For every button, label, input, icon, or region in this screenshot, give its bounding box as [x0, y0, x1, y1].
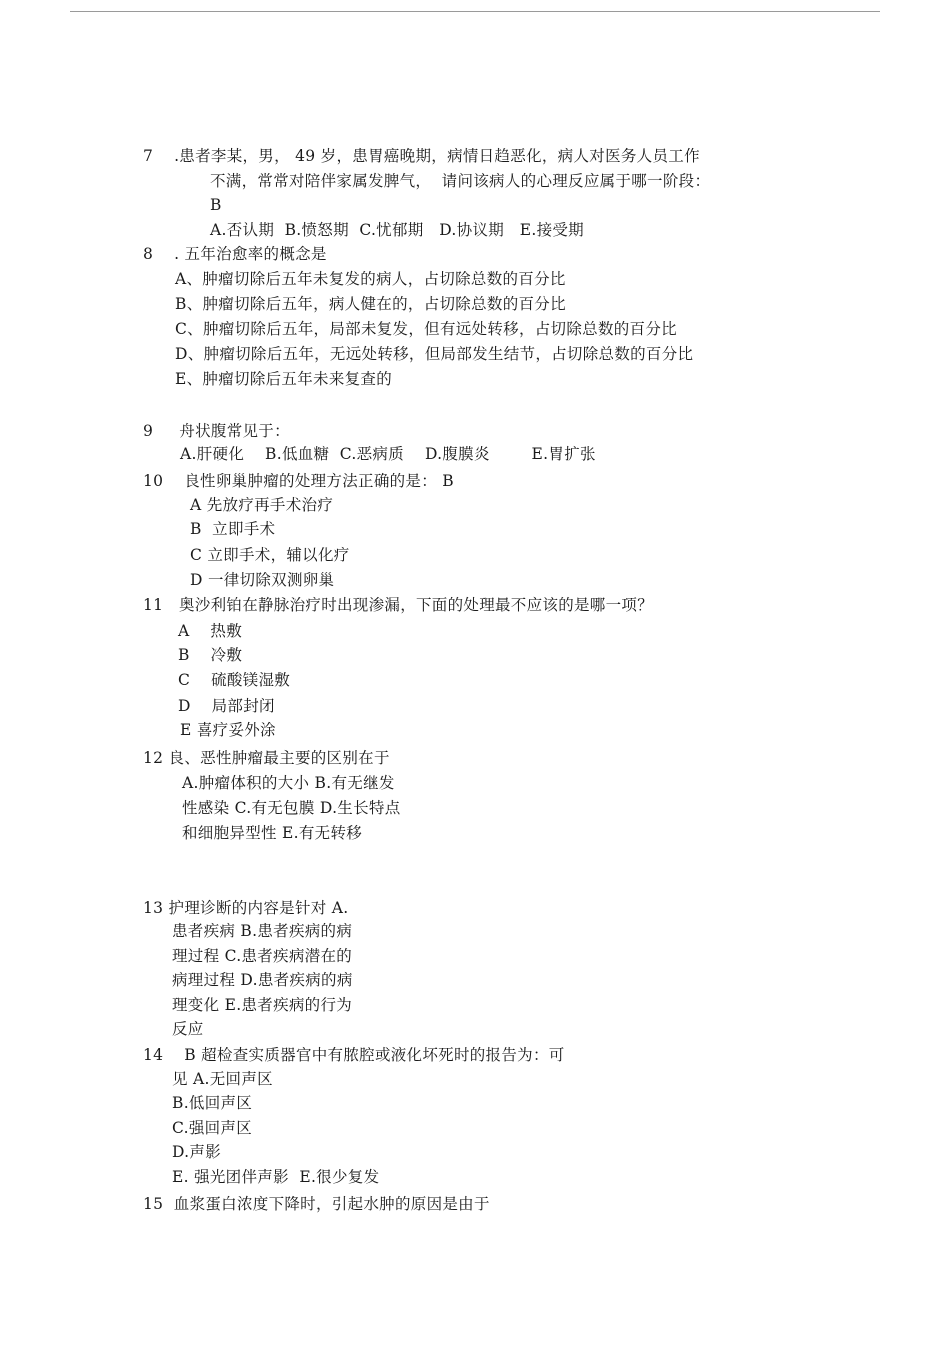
question-11-stem: 11 奥沙利铂在静脉治疗时出现渗漏，下面的处理最不应该的是哪一项？: [143, 596, 654, 614]
question-12-options-2: 性感染 C.有无包膜 D.生长特点: [182, 799, 401, 817]
question-14-option-c: C.强回声区: [172, 1119, 253, 1137]
question-9-options: A.肝硬化 B.低血糖 C.恶病质 D.腹膜炎 E.胃扩张: [180, 445, 596, 463]
question-10-option-a: A 先放疗再手术治疗: [190, 496, 334, 514]
question-12-options-1: A.肿瘤体积的大小 B.有无继发: [182, 774, 395, 792]
question-9-stem: 9 舟状腹常见于：: [143, 422, 290, 440]
question-13-options-4: 理变化 E.患者疾病的行为: [172, 996, 353, 1014]
question-11-option-b: B 冷敷: [178, 646, 243, 664]
question-14-stem: 14 B 超检查实质器官中有脓腔或液化坏死时的报告为：可: [143, 1046, 565, 1064]
question-11-option-c: C 硫酸镁湿敷: [178, 671, 291, 689]
question-10-option-b: B 立即手术: [190, 520, 276, 538]
header-rule: [70, 11, 880, 12]
question-13-options-5: 反应: [172, 1020, 204, 1038]
question-8-stem: 8 . 五年治愈率的概念是: [143, 245, 327, 263]
question-12-options-3: 和细胞异型性 E.有无转移: [182, 824, 363, 842]
question-14-option-a: 见 A.无回声区: [172, 1070, 273, 1088]
question-8-option-d: D、肿瘤切除后五年，无远处转移，但局部发生结节，占切除总数的百分比: [175, 345, 694, 363]
question-14-option-b: B.低回声区: [172, 1094, 253, 1112]
question-8-option-c: C、肿瘤切除后五年，局部未复发，但有远处转移，占切除总数的百分比: [175, 320, 677, 338]
question-11-option-d: D 局部封闭: [178, 697, 275, 715]
question-10-option-c: C 立即手术，辅以化疗: [190, 546, 350, 564]
question-15-stem: 15 血浆蛋白浓度下降时，引起水肿的原因是由于: [143, 1195, 490, 1213]
question-14-option-e: E. 强光团伴声影 E.很少复发: [172, 1168, 380, 1186]
question-11-option-e: E 喜疗妥外涂: [180, 721, 276, 739]
question-12-stem: 12 良、恶性肿瘤最主要的区别在于: [143, 749, 390, 767]
question-7-options: A.否认期 B.愤怒期 C.忧郁期 D.协议期 E.接受期: [210, 221, 584, 239]
question-10-stem: 10 良性卵巢肿瘤的处理方法正确的是： B: [143, 472, 454, 490]
question-8-option-a: A、肿瘤切除后五年未复发的病人，占切除总数的百分比: [175, 270, 566, 288]
question-7-answer: B: [210, 196, 222, 214]
question-13-stem: 13 护理诊断的内容是针对 A.: [143, 899, 349, 917]
question-11-option-a: A 热敷: [178, 622, 243, 640]
question-13-options-3: 病理过程 D.患者疾病的病: [172, 971, 353, 989]
question-8-option-b: B、肿瘤切除后五年，病人健在的，占切除总数的百分比: [175, 295, 566, 313]
question-8-option-e: E、肿瘤切除后五年未来复查的: [175, 370, 393, 388]
question-13-options-2: 理过程 C.患者疾病潜在的: [172, 947, 353, 965]
question-13-options-1: 患者疾病 B.患者疾病的病: [172, 922, 353, 940]
question-7-stem: 7 .患者李某，男， 49 岁，患胃癌晚期，病情日趋恶化，病人对医务人员工作: [143, 147, 700, 165]
question-10-option-d: D 一律切除双测卵巢: [190, 571, 335, 589]
question-14-option-d: D.声影: [172, 1143, 222, 1161]
question-7-stem-cont: 不满，常常对陪伴家属发脾气， 请问该病人的心理反应属于哪一阶段：: [210, 172, 711, 190]
